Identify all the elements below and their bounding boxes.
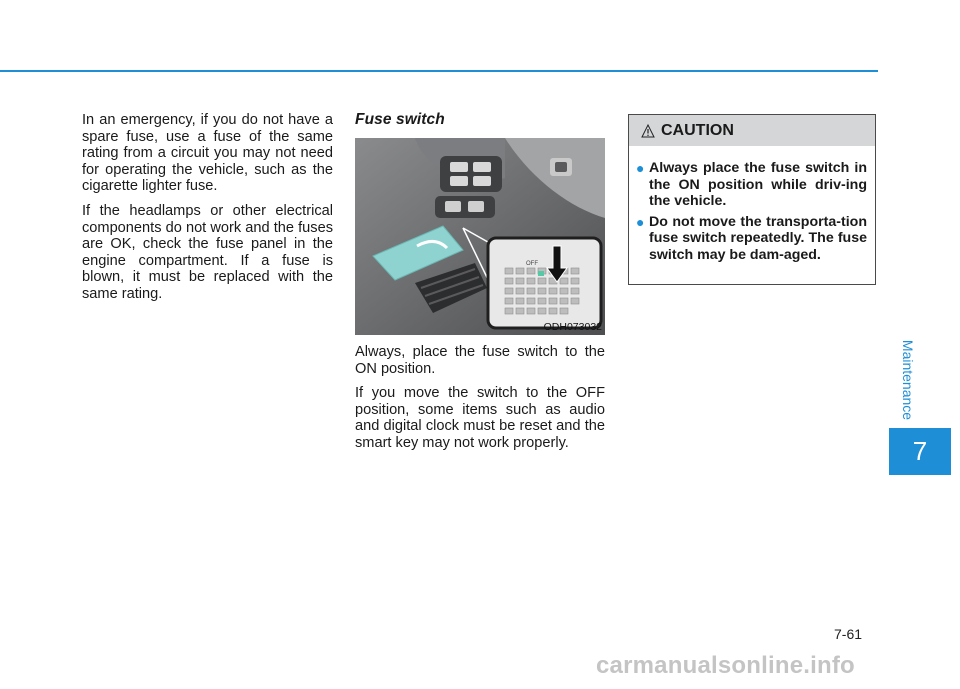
chapter-tab: 7	[889, 428, 951, 475]
middle-column	[355, 112, 605, 129]
caution-box	[628, 114, 876, 285]
warning-triangle-icon	[641, 124, 655, 138]
caution-list	[629, 160, 875, 263]
middle-column-body	[355, 344, 605, 460]
caution-item: ● Always place the fuse switch in the ON position while driv-ing the vehicle.	[636, 160, 867, 209]
section-side-label: Maintenance	[900, 339, 917, 421]
on-position-paragraph: Always, place the fuse switch to the ON position.	[355, 344, 605, 377]
left-column	[82, 112, 333, 311]
bullet-icon: ●	[636, 213, 645, 230]
caution-header	[629, 115, 875, 146]
dashboard-illustration	[355, 138, 605, 335]
caution-item: ● Do not move the transporta-tion fuse switch repeatedly. The fuse switch may be dam-aged.	[636, 213, 867, 263]
page-number: 7-61	[834, 626, 863, 642]
off-position-paragraph: If you move the switch to the OFF position, some items such as audio and digital clock must be reset and the smart key may not work properly.	[355, 385, 605, 451]
bullet-icon: ●	[636, 160, 645, 176]
fuse-panel-paragraph: If the headlamps or other electrical components do not work and the fuses are OK, check the fuse panel in the engine compartment. If a fuse is blown, it must be replaced with the same rating.	[82, 202, 333, 302]
section-title: Fuse switch	[355, 111, 445, 128]
caution-title: CAUTION	[661, 121, 734, 139]
watermark: carmanualsonline.info	[596, 652, 855, 679]
fuse-off-label: OFF	[526, 261, 538, 267]
figure-caption: ODH073032	[543, 321, 602, 333]
emergency-fuse-paragraph: In an emergency, if you do not have a spare fuse, use a fuse of the same rating from a circuit you may not need for operating the vehicle, such as the cigarette lighter fuse.	[82, 112, 333, 195]
fuse-switch-figure	[355, 138, 605, 335]
header-rule	[0, 70, 878, 72]
